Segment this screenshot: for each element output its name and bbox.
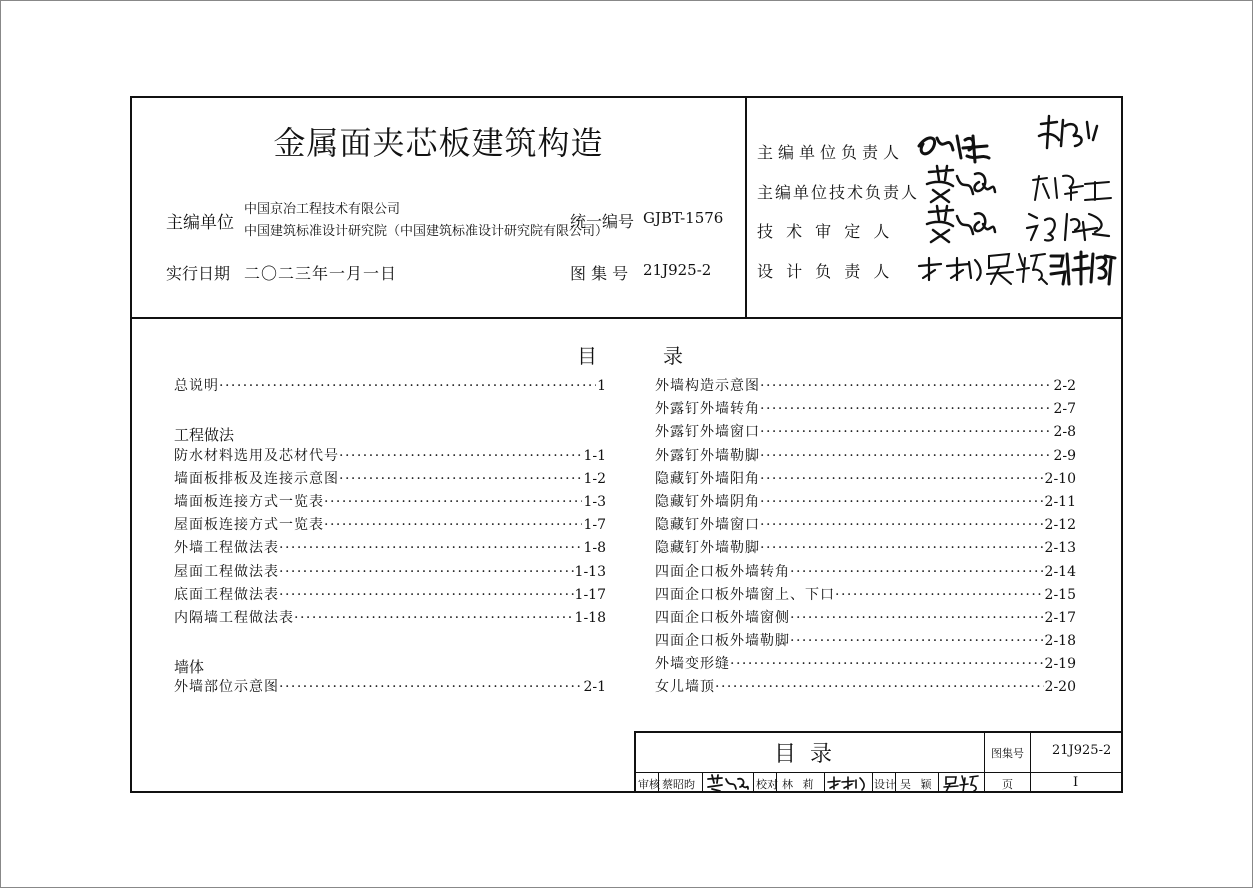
toc-leader-dots <box>760 375 1052 398</box>
toc-entry-title: 四面企口板外墙窗侧 <box>655 609 790 626</box>
review-name: 蔡昭昀 <box>662 778 695 791</box>
toc-leader-dots <box>760 491 1044 514</box>
signature-panel <box>747 98 1121 319</box>
toc-entry-title: 防水材料选用及芯材代号 <box>174 447 339 464</box>
signature-image-2b <box>1029 170 1113 206</box>
toc-leader-dots <box>730 653 1044 676</box>
toc-leader-dots <box>324 491 582 514</box>
sig-role-4: 设 计 负 责 人 <box>757 262 894 281</box>
toc-entry-title: 屋面工程做法表 <box>174 563 279 580</box>
toc-entry-title: 底面工程做法表 <box>174 586 279 603</box>
toc-entry <box>174 445 606 468</box>
toc-entry-page: 2-13 <box>1044 540 1076 557</box>
toc-entry-title: 四面企口板外墙转角 <box>655 563 790 580</box>
toc-leader-dots <box>339 445 582 468</box>
toc-leader-dots <box>835 584 1044 607</box>
title-block <box>634 731 1123 793</box>
toc-entry <box>174 375 606 398</box>
toc-entry-page: 2-1 <box>583 679 606 696</box>
toc-entry-page: 2-9 <box>1053 447 1076 464</box>
toc-entry-page: 1-18 <box>574 609 606 626</box>
toc-leader-dots <box>760 514 1044 537</box>
toc-entry <box>174 537 606 560</box>
toc-entry <box>655 445 1076 468</box>
toc-entry-title: 四面企口板外墙窗上、下口 <box>655 586 835 603</box>
toc-entry-page: 1-3 <box>583 493 606 510</box>
toc-entry-title: 墙面板连接方式一览表 <box>174 493 324 510</box>
toc-entry <box>174 468 606 491</box>
toc-entry-page: 2-11 <box>1044 493 1076 510</box>
editor-line-2: 中国建筑标准设计研究院（中国建筑标准设计研究院有限公司） <box>244 224 609 239</box>
toc-entry-page: 2-7 <box>1053 401 1076 418</box>
toc-leader-dots <box>279 561 574 584</box>
toc-title-char-1: 目 <box>577 344 597 368</box>
toc-entry-page: 2-12 <box>1044 517 1076 534</box>
toc-entry-title: 隐藏钉外墙窗口 <box>655 517 760 534</box>
toc-leader-dots <box>294 607 574 630</box>
atlas-value: 21J925-2 <box>643 261 712 279</box>
toc-entry-page: 1-8 <box>583 540 606 557</box>
toc-entry-page: 1-13 <box>574 563 606 580</box>
toc-title <box>577 340 683 369</box>
toc-entry-page: 2-20 <box>1044 679 1076 696</box>
editor-line-1: 中国京冶工程技术有限公司 <box>244 202 401 217</box>
toc-entry <box>655 491 1076 514</box>
toc-leader-dots <box>219 375 596 398</box>
toc-entry-title: 外露钉外墙转角 <box>655 401 760 418</box>
toc-entry <box>655 653 1076 676</box>
title-block-title: 目录 <box>774 742 847 767</box>
toc-entry-page: 2-8 <box>1053 424 1076 441</box>
toc-gap <box>174 630 606 653</box>
title-block-atlas-label: 图集号 <box>991 747 1024 760</box>
toc-entry <box>174 607 606 630</box>
review-signature <box>706 773 750 793</box>
design-name: 吴 颖 <box>900 778 935 791</box>
signature-image-4b <box>983 248 1049 288</box>
toc-entry-page: 2-19 <box>1044 656 1076 673</box>
toc-leader-dots <box>760 398 1052 421</box>
title-block-atlas-value: 21J925-2 <box>1052 743 1112 758</box>
toc-entry <box>655 561 1076 584</box>
toc-entry-page: 2-14 <box>1044 563 1076 580</box>
toc-entry-title: 总说明 <box>174 378 219 394</box>
toc-leader-dots <box>790 630 1044 653</box>
toc-section-heading: 墙体 <box>174 658 205 677</box>
toc-entry <box>655 607 1076 630</box>
toc-entry-title: 隐藏钉外墙勒脚 <box>655 540 760 557</box>
toc-entry-title: 屋面板连接方式一览表 <box>174 517 324 534</box>
code-label: 统一编号 <box>570 212 635 231</box>
toc-entry <box>174 676 606 699</box>
check-label: 校对 <box>756 778 778 791</box>
toc-leader-dots <box>279 584 574 607</box>
toc-entry-page: 2-2 <box>1053 378 1076 394</box>
title-block-page-label: 页 <box>1002 778 1013 791</box>
sig-role-3: 技 术 审 定 人 <box>757 222 894 241</box>
date-label: 实行日期 <box>166 264 231 283</box>
date-value: 二〇二三年一月一日 <box>244 264 398 283</box>
toc-leader-dots <box>279 676 582 699</box>
toc-entry-page: 1-17 <box>574 586 606 603</box>
review-label: 审核 <box>638 778 660 791</box>
toc-gap <box>174 398 606 421</box>
toc-leader-dots <box>339 468 582 491</box>
signature-image-4c <box>1047 248 1119 290</box>
toc-left-column <box>174 375 606 700</box>
toc-entry-page: 2-18 <box>1044 633 1076 650</box>
toc-leader-dots <box>760 537 1044 560</box>
toc-leader-dots <box>790 607 1044 630</box>
header-info-panel <box>132 98 747 319</box>
toc-leader-dots <box>760 445 1052 468</box>
main-title: 金属面夹芯板建筑构造 <box>273 124 604 162</box>
signature-image-1b <box>1035 112 1107 156</box>
toc-entry <box>655 468 1076 491</box>
design-label: 设计 <box>874 778 896 791</box>
toc-entry <box>174 584 606 607</box>
toc-entry-title: 外露钉外墙窗口 <box>655 424 760 441</box>
toc-entry-title: 外墙变形缝 <box>655 656 730 673</box>
toc-entry-title: 隐藏钉外墙阳角 <box>655 470 760 487</box>
toc-leader-dots <box>279 537 582 560</box>
atlas-label: 图 集 号 <box>570 264 629 283</box>
toc-entry-page: 2-17 <box>1044 609 1076 626</box>
toc-entry-title: 内隔墙工程做法表 <box>174 609 294 626</box>
toc-entry <box>655 584 1076 607</box>
sig-role-2: 主编单位技术负责人 <box>757 183 920 202</box>
toc-entry-page: 1-7 <box>583 517 606 534</box>
toc-entry <box>655 398 1076 421</box>
toc-entry-title: 四面企口板外墙勒脚 <box>655 633 790 650</box>
signature-image-1a <box>913 124 993 168</box>
toc-section-heading: 工程做法 <box>174 426 235 445</box>
toc-entry <box>655 375 1076 398</box>
toc-leader-dots <box>760 468 1044 491</box>
toc-entry <box>174 514 606 537</box>
toc-entry-page: 1 <box>597 378 606 394</box>
drawing-frame <box>130 96 1123 793</box>
toc-entry-page: 2-15 <box>1044 586 1076 603</box>
toc-entry-page: 1-2 <box>583 470 606 487</box>
toc-entry-title: 外墙构造示意图 <box>655 378 760 394</box>
toc-entry <box>174 491 606 514</box>
design-signature <box>942 773 982 793</box>
signature-image-3b <box>1023 206 1113 246</box>
toc-leader-dots <box>760 421 1052 444</box>
toc-entry-title: 外墙工程做法表 <box>174 540 279 557</box>
toc-entry <box>174 561 606 584</box>
check-name: 林 莉 <box>782 778 817 791</box>
toc-entry <box>655 537 1076 560</box>
toc-entry-title: 隐藏钉外墙阴角 <box>655 493 760 510</box>
signature-image-3a <box>923 204 999 246</box>
signature-image-4a <box>915 252 985 284</box>
sig-role-1: 主编单位负责人 <box>757 143 905 162</box>
toc-leader-dots <box>324 514 582 537</box>
toc-leader-dots <box>790 561 1044 584</box>
toc-entry-title: 女儿墙顶 <box>655 679 715 696</box>
toc-entry <box>655 514 1076 537</box>
toc-title-char-2: 录 <box>663 344 683 368</box>
toc-entry-title: 外露钉外墙勒脚 <box>655 447 760 464</box>
toc-entry <box>655 630 1076 653</box>
toc-entry <box>655 676 1076 699</box>
toc-right-column <box>655 375 1076 700</box>
title-block-page-value: I <box>1073 775 1079 790</box>
toc-entry-page: 1-1 <box>583 447 606 464</box>
toc-entry-title: 外墙部位示意图 <box>174 679 279 696</box>
toc-leader-dots <box>715 676 1044 699</box>
signature-image-2a <box>923 164 999 206</box>
toc-entry-title: 墙面板排板及连接示意图 <box>174 470 339 487</box>
code-value: GJBT-1576 <box>643 209 724 227</box>
editor-label: 主编单位 <box>166 213 234 233</box>
check-signature <box>826 774 870 792</box>
toc-entry-page: 2-10 <box>1044 470 1076 487</box>
toc-entry <box>655 421 1076 444</box>
